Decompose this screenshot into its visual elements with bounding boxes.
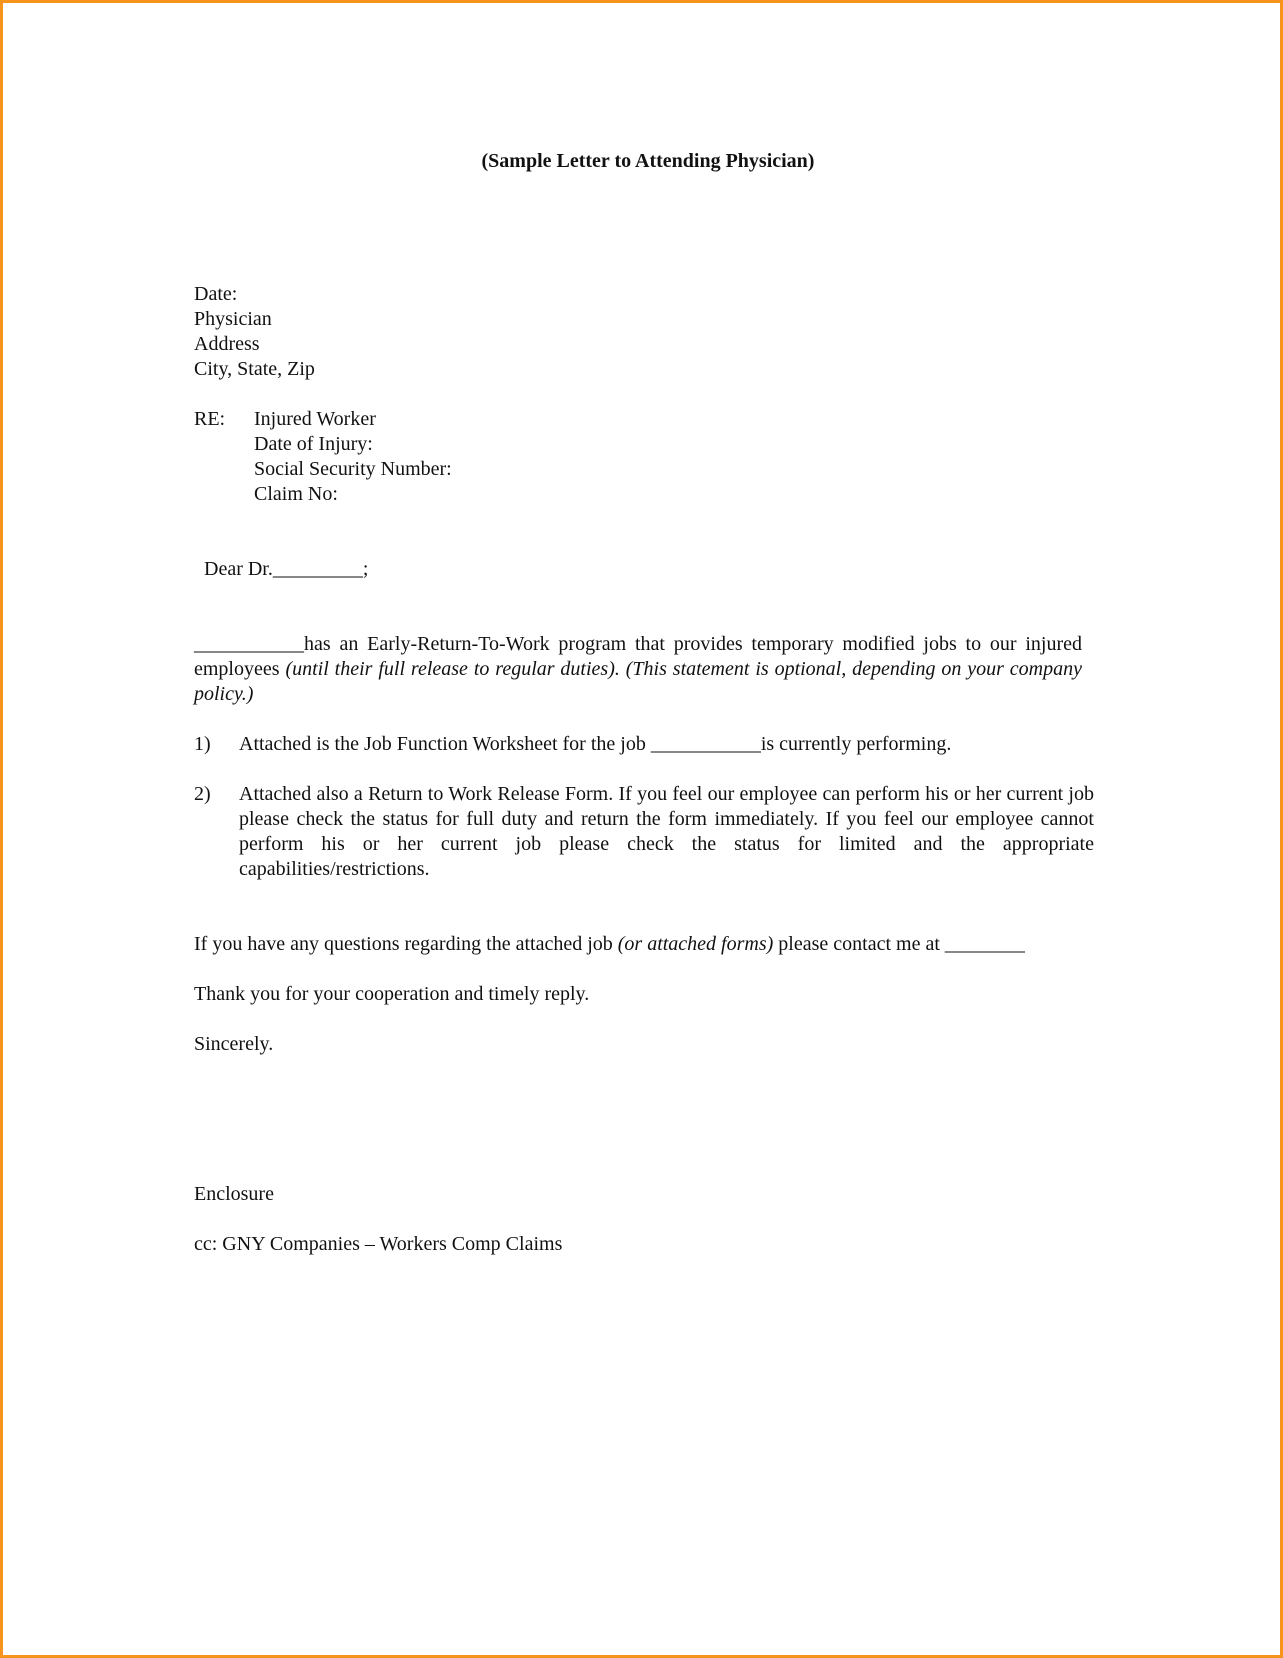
intro-optional-note: (until their full release to regular duties). (This statement is optional, depending on your company policy.)	[194, 658, 1083, 705]
re-ssn: Social Security Number:	[254, 458, 452, 480]
questions-tail: please contact me at ________	[773, 933, 1025, 955]
letter-body	[3, 3, 1280, 1655]
re-date-of-injury: Date of Injury:	[254, 433, 373, 455]
page-title: (Sample Letter to Attending Physician)	[481, 150, 815, 172]
enclosure-line: Enclosure	[194, 1183, 274, 1205]
address-street: Address	[194, 333, 260, 355]
re-label: RE:	[194, 408, 226, 430]
questions-italic: (or attached forms)	[617, 933, 774, 955]
item-1-text: Attached is the Job Function Worksheet for the job ___________is currently performing.	[239, 733, 952, 755]
closing-line: Sincerely.	[194, 1033, 274, 1055]
questions-line	[194, 932, 1025, 957]
salutation: Dear Dr._________;	[204, 558, 369, 580]
re-injured-worker: Injured Worker	[254, 408, 376, 430]
questions-lead: If you have any questions regarding the attached job	[194, 933, 618, 955]
thanks-line: Thank you for your cooperation and timely reply.	[194, 983, 590, 1005]
address-date: Date:	[194, 283, 238, 305]
cc-line: cc: GNY Companies – Workers Comp Claims	[194, 1233, 563, 1255]
item-2-text: Attached also a Return to Work Release Form. If you feel our employee can perform his or her current job please check the status for full duty and return the form immediately. If you feel our employee cannot perform his or her current job please check the status for limited and the appropriate capabilities/restrictions.	[239, 783, 1094, 880]
re-claim-no: Claim No:	[254, 483, 338, 505]
item-1-number: 1)	[194, 733, 211, 755]
intro-paragraph	[194, 632, 1082, 707]
address-city-state-zip: City, State, Zip	[194, 358, 315, 380]
item-2-number: 2)	[194, 783, 211, 805]
intro-lead: ___________has an Early-Return-To-Work program that provides temporary modified jobs to our injured employees	[194, 633, 1082, 680]
address-physician: Physician	[194, 308, 272, 330]
